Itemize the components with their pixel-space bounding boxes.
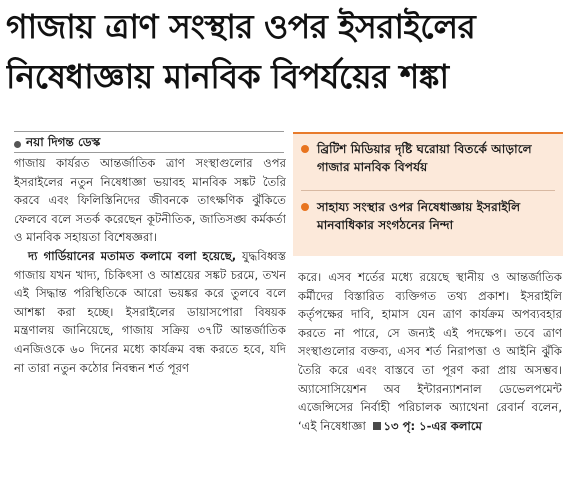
article-paragraph-1: গাজায় কার্যরত আন্তর্জাতিক ত্রাণ সংস্থাগুলোর ওপর ইসরাইলের নতুন নিষেধাজ্ঞা ভয়াবহ মানবিক সঙ্কট তৈরি করবে এবং ফিলিস্তিনিদের জীবনকে তাৎক্ষণিক ঝুঁকিতে ফেলবে বলে সতর্ক করেছেন কূটনীতিক, জাতিসঙ্ঘ কর্মকর্তা ও মানবিক সহায়তা বিশেষজ্ঞরা।	[14, 156, 286, 245]
article-paragraph-2	[14, 247, 286, 377]
article-column-left	[14, 154, 286, 480]
article-lead-bold: দ্য গার্ডিয়ানের মতামত কলামে বলা হয়েছে,	[28, 248, 237, 263]
byline-text: নয়া দিগন্ত ডেস্ক	[26, 135, 101, 149]
article-paragraph-3-text: করে। এসব শর্তের মধ্যে রয়েছে স্থানীয় ও আন্তর্জাতিক কর্মীদের বিস্তারিত ব্যক্তিগত তথ্য প্রকাশ। ইসরাইলি কর্তৃপক্ষের দাবি, হামাস যেন ত্রাণ কার্যক্রম অপব্যবহার করতে না পারে, সে জন্যই এই পদক্ষেপ। তবে ত্রাণ সংস্থাগুলোর বক্তব্য, এসব শর্ত নিরাপত্তা ও আইনি ঝুঁকি তৈরি করে এবং বাস্তবে তা পূরণ করা প্রায় অসম্ভব। অ্যাসোসিয়েশন অব ইন্টারন্যাশনাল ডেভেলপমেন্ট এজেন্সিসের নির্বাহী পরিচালক অ্যাথেনা রেবার্ন বলেন, ‘এই নিষেধাজ্ঞা	[298, 270, 562, 433]
related-news-box	[293, 132, 563, 256]
bullet-icon	[14, 141, 21, 148]
related-item-2[interactable]	[301, 198, 555, 234]
article-paragraph-2-text: যুদ্ধবিধ্বস্ত গাজায় যখন খাদ্য, চিকিৎসা ও আশ্রয়ের সঙ্কট চরমে, তখন এই সিদ্ধান্ত পরিস্থিতিকে আরো ভয়ঙ্কর করে তুলবে বলে আশঙ্কা করা হচ্ছে। ইসরাইলের ডায়াসপোরা বিষয়ক মন্ত্রণালয় জানিয়েছে, গাজায় সক্রিয় ৩৭টি আন্তর্জাতিক এনজিওকে ৬০ দিনের মধ্যে কার্যক্রম বন্ধ করতে হবে, যদি না তারা নতুন কঠোর নিবন্ধন শর্ত পূরণ	[14, 248, 286, 375]
byline	[14, 134, 100, 154]
related-divider	[301, 190, 555, 191]
byline-rule-top	[14, 131, 284, 132]
bullet-icon	[301, 203, 309, 211]
square-bullet-icon	[373, 422, 381, 430]
bullet-icon	[301, 145, 309, 153]
related-item-1[interactable]	[301, 140, 555, 176]
headline	[6, 2, 569, 102]
continued-jump[interactable]	[370, 419, 482, 433]
related-item-text[interactable]: ব্রিটিশ মিডিয়ার দৃষ্টি ঘরোয়া বিতর্কে আড়ালে গাজার মানবিক বিপর্যয়	[317, 142, 532, 174]
related-item-text[interactable]: সাহায্য সংস্থার ওপর নিষেধাজ্ঞায় ইসরাইলি মানবাধিকার সংগঠনের নিন্দা	[317, 200, 521, 232]
article-column-right	[298, 268, 562, 480]
continued-jump-text[interactable]: ১৩ পৃ: ১-এর কলামে	[383, 418, 482, 433]
article-paragraph-3	[298, 268, 562, 435]
headline-line-1: গাজায় ত্রাণ সংস্থার ওপর ইসরাইলের	[6, 7, 476, 46]
headline-line-2: নিষেধাজ্ঞায় মানবিক বিপর্যয়ের শঙ্কা	[6, 57, 449, 96]
byline-rule-bottom	[14, 152, 284, 153]
